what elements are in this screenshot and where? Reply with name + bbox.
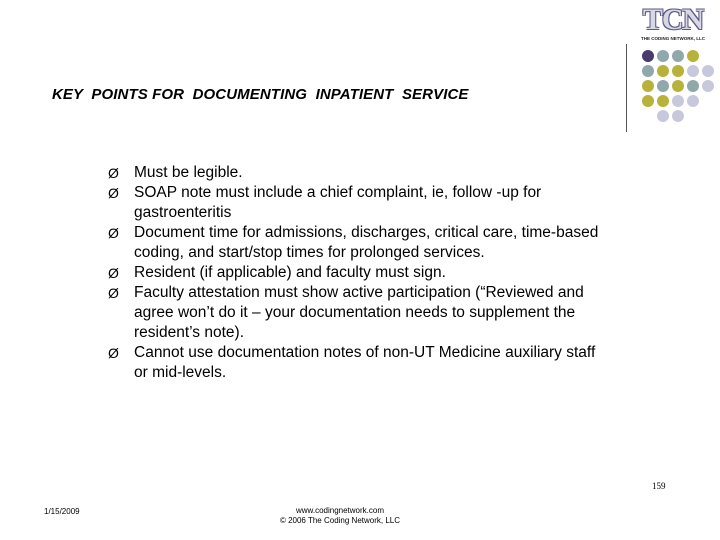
bullet-item <box>108 263 608 283</box>
dot <box>672 80 684 92</box>
bullet-text: Document time for admissions, discharges, critical care, time-based coding, and start/stop times for prolonged services. <box>134 224 599 261</box>
dot <box>702 65 714 77</box>
bullet-text: Must be legible. <box>134 164 243 181</box>
dot <box>687 65 699 77</box>
logo-text: TCN <box>642 3 704 36</box>
dot <box>687 50 699 62</box>
bullet-text: Cannot use documentation notes of non-UT Medicine auxiliary staff or mid-levels. <box>134 344 596 381</box>
dot <box>657 110 669 122</box>
footer-date: 1/15/2009 <box>44 507 80 516</box>
divider-line <box>626 44 627 132</box>
dot <box>657 65 669 77</box>
dot <box>672 65 684 77</box>
dot <box>672 95 684 107</box>
page-number: 159 <box>652 481 666 491</box>
bullet-item <box>108 283 608 343</box>
footer-copyright: © 2006 The Coding Network, LLC <box>279 516 401 525</box>
arrow-bullet-icon: Ø <box>108 285 119 301</box>
dot <box>657 80 669 92</box>
company-logo <box>633 3 713 46</box>
bullet-item <box>108 223 608 263</box>
bullet-item <box>108 343 608 383</box>
dot <box>687 80 699 92</box>
decorative-dot-grid <box>640 49 716 125</box>
dot <box>672 110 684 122</box>
footer-center <box>240 506 440 526</box>
arrow-bullet-icon: Ø <box>108 345 119 361</box>
dot <box>657 50 669 62</box>
bullet-item <box>108 163 608 183</box>
arrow-bullet-icon: Ø <box>108 165 119 181</box>
dot <box>657 95 669 107</box>
footer-website: www.codingnetwork.com <box>295 506 385 515</box>
dot <box>642 65 654 77</box>
dot <box>672 50 684 62</box>
arrow-bullet-icon: Ø <box>108 265 119 281</box>
dot <box>642 95 654 107</box>
bullet-item <box>108 183 608 223</box>
dot <box>702 80 714 92</box>
dot <box>642 80 654 92</box>
slide-title: KEY POINTS FOR DOCUMENTING INPATIENT SERVICE <box>52 86 469 103</box>
arrow-bullet-icon: Ø <box>108 185 119 201</box>
bullet-text: SOAP note must include a chief complaint, ie, follow -up for gastroenteritis <box>134 184 542 221</box>
dot <box>642 50 654 62</box>
dot <box>687 95 699 107</box>
bullet-list <box>108 163 608 383</box>
logo-subtitle: THE CODING NETWORK, LLC <box>641 36 705 41</box>
arrow-bullet-icon: Ø <box>108 225 119 241</box>
bullet-text: Resident (if applicable) and faculty must sign. <box>134 264 446 281</box>
bullet-text: Faculty attestation must show active participation (“Reviewed and agree won’t do it – your documentation needs to supplement the resident’s note). <box>134 284 584 341</box>
